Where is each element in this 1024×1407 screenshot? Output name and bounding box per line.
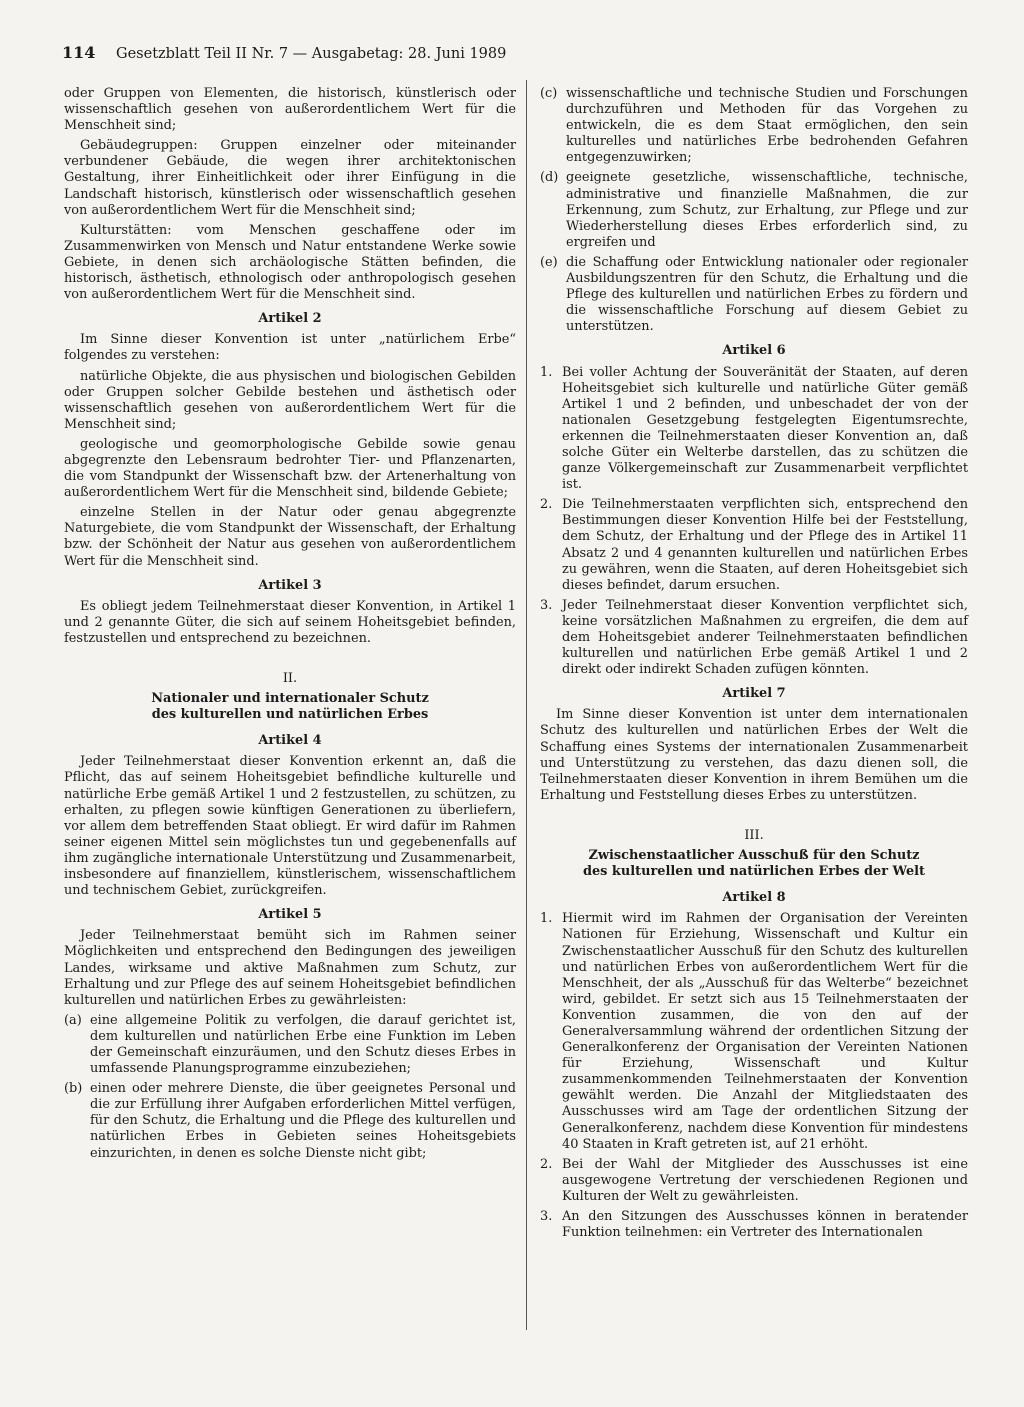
list-item <box>540 255 968 335</box>
item-label: (d) <box>540 170 559 186</box>
paragraph: Es obliegt jedem Teilnehmerstaat dieser Konvention, in Artikel 1 und 2 genannte Güter, die sich auf seinem Hoheitsgebiet befinden, festzustellen und entsprechend zu bezeichnen. <box>64 598 516 646</box>
list-item <box>540 170 968 250</box>
item-label: 2. <box>540 497 553 513</box>
section-title-line: Zwischenstaatlicher Ausschuß für den Schutz <box>588 848 920 864</box>
paragraph: geologische und geomorphologische Gebilde sowie genau abgegrenzte den Lebensraum bedrohter Tier- und Pflanzenarten, die vom Standpunkt der Wissenschaft bzw. der Artenerhaltung von außerordentlichem Wert für die Menschheit sind, bildende Gebiete; <box>64 436 516 501</box>
gazette-title: Gesetzblatt Teil II Nr. 7 — Ausgabetag: 28. Juni 1989 <box>116 46 507 62</box>
section-title <box>540 848 968 880</box>
item-text: einen oder mehrere Dienste, die über geeignetes Personal und die zur Erfüllung ihrer Aufgaben erforderlichen Mittel verfügen, für den Schutz, die Erhaltung und die Pflege des kulturellen und natürlichen Erbes in Gebieten seines Hoheitsgebiets einzurichten, in denen es solche Dienste nicht gibt; <box>90 1081 516 1161</box>
article-heading: Artikel 2 <box>258 311 322 327</box>
item-label: 3. <box>540 597 553 613</box>
item-text: eine allgemeine Politik zu verfolgen, die darauf gerichtet ist, dem kulturellen und natürlichen Erbe eine Funktion im Leben der Gemeinschaft einzuräumen, und den Schutz dieses Erbes in umfassende Planungsprogramme einzubeziehen; <box>90 1012 516 1077</box>
section-number: II. <box>282 671 298 686</box>
item-text: Bei voller Achtung der Souveränität der Staaten, auf deren Hoheitsgebiet sich kulturelle und natürliche Güter gemäß Artikel 1 und 2 befinden, und unbeschadet der von der nationalen Gesetzgebung festgelegten Eigentumsrechte, erkennen die Teilnehmerstaaten dieser Konvention an, daß solche Güter ein Welterbe darstellen, das zu schützen die ganze Völkergemeinschaft zur Zusammenarbeit verpflichtet ist. <box>562 364 968 493</box>
item-label: 1. <box>540 364 553 380</box>
item-label: (a) <box>64 1012 82 1028</box>
item-text: An den Sitzungen des Ausschusses können in beratender Funktion teilnehmen: ein Vertreter des Internationalen <box>562 1209 968 1241</box>
item-label: 1. <box>540 911 553 927</box>
item-text: Hiermit wird im Rahmen der Organisation der Vereinten Nationen für Erziehung, Wissenschaft und Kultur ein Zwischenstaatlicher Ausschuß für den Schutz des kulturellen und natürlichen Erbes von außerordentlichem Wert für die Menschheit, der als „Ausschuß für das Welterbe“ bezeichnet wird, gebildet. Er setzt sich aus 15 Teilnehmerstaaten der Konvention zusammen, die von den auf der Generalversammlung während der ordentlichen Sitzung der Generalkonferenz der Organisation der Vereinten Nationen für Erziehung, Wissenschaft und Kultur zusammenkommenden Teilnehmerstaaten der Konvention gewählt werden. Die Anzahl der Mitgliedstaaten des Ausschusses wird am Tage der ordentlichen Sitzung der Generalkonferenz, nachdem diese Konvention für mindestens 40 Staaten in Kraft getreten ist, auf 21 erhöht. <box>562 911 968 1152</box>
paragraph: Kulturstätten: vom Menschen geschaffene oder im Zusammenwirken von Mensch und Natur entstandene Werke sowie Gebiete, in denen sich archäologische Stätten befinden, die historisch, ästhetisch, ethnologisch oder anthropologisch gesehen von außerordentlichem Wert für die Menschheit sind. <box>64 222 516 303</box>
item-text: Die Teilnehmerstaaten verpflichten sich, entsprechend den Bestimmungen dieser Konvention Hilfe bei der Feststellung, dem Schutz, der Erhaltung und der Pflege des in Artikel 11 Absatz 2 und 4 genannten kulturellen und natürlichen Erbes zu gewähren, wenn die Staaten, auf deren Hoheitsgebiet sich dieses befindet, darum ersuchen. <box>562 497 968 593</box>
section-title <box>64 691 516 723</box>
list-item <box>540 497 968 594</box>
article-heading: Artikel 8 <box>722 890 786 906</box>
section-title-line: des kulturellen und natürlichen Erbes <box>151 707 429 723</box>
paragraph: Jeder Teilnehmerstaat bemüht sich im Rahmen seiner Möglichkeiten und entsprechend den Bedingungen des jeweiligen Landes, wirksame und aktive Maßnahmen zum Schutz, zur Erhaltung und zur Pflege des auf seinem Hoheitsgebiet befindlichen kulturellen und natürlichen Erbes zu gewährleisten: <box>64 928 516 1008</box>
item-text: Bei der Wahl der Mitglieder des Ausschusses ist eine ausgewogene Vertretung der verschiedenen Regionen und Kulturen der Welt zu gewährleisten. <box>562 1156 968 1204</box>
paragraph: Im Sinne dieser Konvention ist unter „natürlichem Erbe“ folgendes zu verstehen: <box>64 332 516 364</box>
list-item <box>540 1209 968 1241</box>
item-label: (c) <box>540 86 558 101</box>
list-item <box>64 1081 516 1161</box>
article-heading: Artikel 5 <box>258 907 322 923</box>
list-item <box>540 598 968 678</box>
column-divider <box>526 80 527 1330</box>
page-number: 114 <box>62 43 96 62</box>
item-text: geeignete gesetzliche, wissenschaftliche, technische, administrative und finanzielle Maßnahmen, die zur Erkennung, zum Schutz, zur Erhaltung, zur Pflege und zur Wiederherstellung dieses Erbes erforderlich sind, zu ergreifen und <box>566 170 968 250</box>
list-item <box>540 86 968 166</box>
article-heading: Artikel 6 <box>722 343 786 359</box>
list-item <box>64 1013 516 1077</box>
paragraph: Jeder Teilnehmerstaat dieser Konvention erkennt an, daß die Pflicht, das auf seinem Hoheitsgebiet befindliche kulturelle und natürliche Erbe gemäß Artikel 1 und 2 festzustellen, zu schützen, zu erhalten, zu pflegen sowie künftigen Generationen zu überliefern, vor allem dem betreffenden Staat obliegt. Er wird dafür im Rahmen seiner eigenen Mittel sein möglichstes tun und gegebenenfalls auf ihm zugängliche internationale Unterstützung und Zusammenarbeit, insbesondere auf finanziellem, künstlerischem, wissenschaftlichem und technischem Gebiet, zurückgreifen. <box>64 754 516 899</box>
item-label: (e) <box>540 254 558 270</box>
section-title-line: des kulturellen und natürlichen Erbes der Welt <box>582 864 926 880</box>
paragraph: Im Sinne dieser Konvention ist unter dem internationalen Schutz des kulturellen und natürlichen Erbes der Welt die Schaffung eines Systems der internationalen Zusammenarbeit und Unterstützung zu verstehen, das dazu dienen soll, die Teilnehmerstaaten dieser Konvention in ihrem Bemühen um die Erhaltung und Feststellung dieses Erbes zu unterstützen. <box>540 707 968 803</box>
item-text: wissenschaftliche und technische Studien und Forschungen durchzuführen und Methoden für das Vorgehen zu entwickeln, die es dem Staat ermöglichen, den sein kulturelles und natürliches Erbe bedrohenden Gefahren entgegenzuwirken; <box>566 86 968 166</box>
item-text: die Schaffung oder Entwicklung nationaler oder regionaler Ausbildungszentren für den Schutz, die Erhaltung und die Pflege des kulturellen und natürlichen Erbes zu fördern und die wissenschaftliche Forschung auf diesem Gebiet zu unterstützen. <box>566 254 968 335</box>
left-column <box>64 86 516 1166</box>
item-label: (b) <box>64 1081 83 1097</box>
paragraph: natürliche Objekte, die aus physischen und biologischen Gebilden oder Gruppen solcher Gebilde bestehen und ästhetisch oder wissenschaftlich gesehen von außerordentlichem Wert für die Menschheit sind; <box>64 368 516 432</box>
paragraph: Gebäudegruppen: Gruppen einzelner oder miteinander verbundener Gebäude, die wegen ihrer architektonischen Gestaltung, ihrer Einheitlichkeit oder ihrer Einfügung in die Landschaft historisch, künstlerisch oder wissenschaftlich gesehen von außerordentlichem Wert für die Menschheit sind; <box>64 138 516 218</box>
right-column <box>540 86 968 1245</box>
item-text: Jeder Teilnehmerstaat dieser Konvention verpflichtet sich, keine vorsätzlichen Maßnahmen zu ergreifen, die dem auf dem Hoheitsgebiet anderer Teilnehmerstaaten befindlichen kulturellen und natürlichen Erbe gemäß Artikel 1 und 2 direkt oder indirekt Schaden zufügen könnten. <box>562 597 968 678</box>
paragraph: einzelne Stellen in der Natur oder genau abgegrenzte Naturgebiete, die vom Standpunkt der Wissenschaft, der Erhaltung bzw. der Schönheit der Natur aus gesehen von außerordentlichem Wert für die Menschheit sind. <box>64 505 516 569</box>
item-label: 2. <box>540 1156 553 1172</box>
article-heading: Artikel 3 <box>258 577 322 593</box>
item-label: 3. <box>540 1209 553 1224</box>
section-title-line: Nationaler und internationaler Schutz <box>151 691 429 707</box>
page-header <box>62 44 722 63</box>
paragraph: oder Gruppen von Elementen, die historisch, künstlerisch oder wissenschaftlich gesehen von außerordentlichem Wert für die Menschheit sind; <box>64 86 516 134</box>
section-number: III. <box>744 827 764 843</box>
article-heading: Artikel 7 <box>722 686 786 702</box>
list-item <box>540 1157 968 1205</box>
list-item <box>540 911 968 1152</box>
article-heading: Artikel 4 <box>258 733 322 749</box>
list-item <box>540 365 968 494</box>
